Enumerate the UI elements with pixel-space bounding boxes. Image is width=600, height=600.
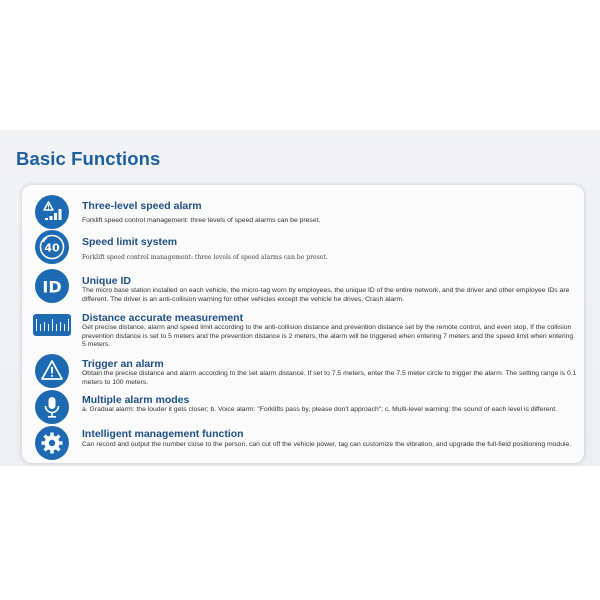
gear-icon	[35, 426, 69, 460]
warning-triangle-icon	[35, 354, 69, 388]
feature-description: Can record and output the number close to the person, can cut off the vehicle power, tag can customize the vibration, and upgrade the full-field positioning module.	[82, 441, 572, 448]
feature-title: Speed limit system	[82, 236, 178, 248]
id-badge-icon	[35, 269, 69, 303]
speed-limit-40-icon	[35, 230, 69, 264]
feature-description: a. Gradual alarm: the louder it gets closer; b. Voice alarm: "Forklifts pass by, please don't approach"; c. Multi-level warning: the sound of each level is different.	[82, 406, 558, 413]
features-panel	[22, 185, 584, 463]
feature-description: Forklift speed control management: three levels of speed alarms can be preset.	[82, 254, 328, 261]
feature-title: Trigger an alarm	[82, 358, 164, 370]
page-title: Basic Functions	[16, 148, 161, 169]
feature-description: Obtain the precise distance and alarm according to the set alarm distance. If set to 7.5 meters, enter the 7.5 meter circle to trigger the alarm. The setting range is 0.1 meters to 100 meters.	[82, 370, 577, 386]
feature-title: Multiple alarm modes	[82, 394, 190, 406]
microphone-icon	[35, 390, 69, 424]
ruler-icon	[33, 314, 71, 336]
feature-description: Forklift speed control management: three levels of speed alarms can be preset.	[82, 217, 321, 224]
feature-title: Distance accurate measurement	[82, 312, 244, 324]
feature-title: Unique ID	[82, 275, 131, 287]
speed-alarm-bars-icon	[35, 195, 69, 229]
feature-title: Three-level speed alarm	[82, 200, 202, 212]
feature-title: Intelligent management function	[82, 428, 244, 440]
svg-text:ID: ID	[42, 277, 62, 297]
feature-description: Get precise distance, alarm and speed limit according to the anti-collision distance and prevention distance set by the remote control, and even stop. If the collision prevention distance is set to 5 meters and the prevention distance is 2 meters, the alarm will be triggered when entering 7 meters and the speed limit when entering 5 meters.	[82, 324, 574, 349]
content-sheet	[0, 130, 600, 466]
svg-text:40: 40	[44, 241, 60, 255]
feature-description: The micro base station installed on each vehicle, the micro-tag worn by employees, the unique ID of the entire network, and the driver and other employee IDs are different. The driver is an anti-collision warning for other vehicles except the vehicle he drives. Crash alarm.	[82, 287, 570, 303]
